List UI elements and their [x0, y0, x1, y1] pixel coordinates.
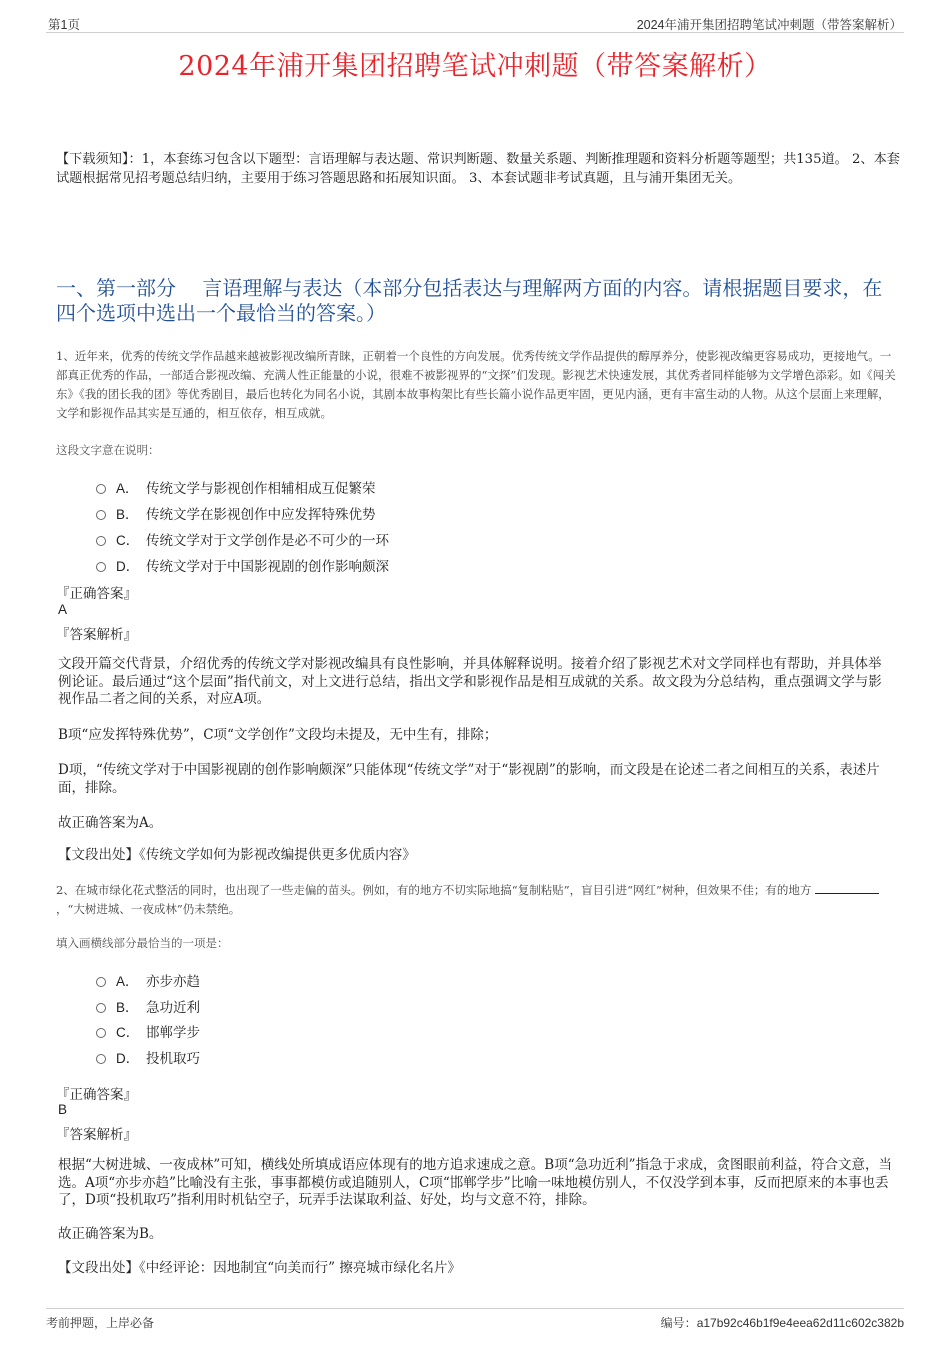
q2-source: 【文段出处】《中经评论：因地制宜“向美而行” 擦亮城市绿化名片》 [58, 1260, 461, 1276]
radio-icon[interactable] [96, 977, 106, 987]
q1-option-c[interactable] [96, 529, 389, 547]
q2-analysis-para-2: 故正确答案为B。 [58, 1226, 163, 1242]
footer-code-value: a17b92c46b1f9e4eea62d11c602c382b [696, 1316, 904, 1330]
radio-icon[interactable] [96, 1003, 106, 1013]
q1-analysis-label: 『答案解析』 [56, 627, 137, 643]
q1-option-d[interactable] [96, 555, 389, 573]
option-letter: B． [116, 1000, 139, 1015]
option-letter: C． [116, 533, 140, 548]
q2-option-d[interactable] [96, 1047, 200, 1065]
option-text: 传统文学对于文学创作是必不可少的一环 [146, 533, 389, 549]
q2-correct-label: 『正确答案』 [56, 1087, 137, 1103]
question-1-prompt: 这段文字意在说明： [56, 443, 160, 457]
question-2-text-before: 2、在城市绿化花式整活的同时，也出现了一些走偏的苗头。例如，有的地方不切实际地搞“复制粘贴”，盲目引进“网红”树种，但效果不佳；有的地方 [56, 883, 812, 897]
q1-option-b[interactable] [96, 503, 376, 521]
question-2-prompt: 填入画横线部分最恰当的一项是： [56, 936, 229, 950]
option-letter: A． [116, 481, 139, 496]
header-doc-title: 2024年浦开集团招聘笔试冲刺题（带答案解析） [636, 18, 902, 32]
option-text: 邯郸学步 [146, 1025, 200, 1041]
option-letter: C． [116, 1025, 140, 1040]
option-letter: B． [116, 507, 139, 522]
q1-answer: A [58, 602, 68, 617]
footer-slogan: 考前押题，上岸必备 [46, 1316, 155, 1330]
download-notice: 【下载须知】：1，本套练习包含以下题型：言语理解与表达题、常识判断题、数量关系题、判断推理题和资料分析题等题型；共135道。 2、本套试题根据常见招考题总结归纳，主要用于练习答题思路和拓展知识面。 3、本套试题非考试真题，且与浦开集团无关。 [56, 152, 900, 186]
option-text: 传统文学与影视创作相辅相成互促繁荣 [146, 481, 376, 497]
option-letter: A． [116, 974, 139, 989]
q1-analysis-para-2: B项“应发挥特殊优势”，C项“文学创作”文段均未提及，无中生有，排除； [58, 727, 498, 743]
option-text: 传统文学对于中国影视剧的创作影响颇深 [146, 559, 389, 575]
document-title: 2024年浦开集团招聘笔试冲刺题（带答案解析） [178, 51, 772, 82]
question-2-text-after: ，“大树进城、一夜成林”仍未禁绝。 [56, 902, 241, 916]
q2-answer: B [58, 1102, 68, 1117]
radio-icon[interactable] [96, 1054, 106, 1064]
radio-icon[interactable] [96, 1028, 106, 1038]
option-text: 急功近利 [146, 1000, 200, 1016]
q2-analysis-para-1: 根据“大树进城、一夜成林”可知，横线处所填成语应体现有的地方追求速成之意。B项“急功近利”指急于求成，贪图眼前利益，符合文意，当选。A项“亦步亦趋”比喻没有主张，事事都模仿或追随别人，C项“邯郸学步”比喻一味地模仿别人，不仅没学到本事，反而把原来的本事也丢了，D项“投机取巧”指利用时机钻空子，玩弄手法谋取利益、好处，均与文意不符，排除。 [58, 1157, 893, 1208]
q1-source: 【文段出处】《传统文学如何为影视改编提供更多优质内容》 [58, 847, 416, 863]
radio-icon[interactable] [96, 536, 106, 546]
radio-icon[interactable] [96, 484, 106, 494]
q1-analysis-para-1: 文段开篇交代背景，介绍优秀的传统文学对影视改编具有良性影响，并具体解释说明。接着介绍了影视艺术对文学同样也有帮助，并具体举例论证。最后通过“这个层面”指代前文，对上文进行总结，指出文学和影视作品是相互成就的关系。故文段为分总结构，重点强调文学与影视作品二者之间的关系，对应A项。 [58, 656, 882, 707]
option-letter: D． [116, 559, 140, 574]
q1-analysis-para-4: 故正确答案为A。 [58, 815, 163, 831]
option-letter: D． [116, 1051, 140, 1066]
q2-analysis-label: 『答案解析』 [56, 1127, 137, 1143]
option-text: 传统文学在影视创作中应发挥特殊优势 [146, 507, 376, 523]
q1-correct-label: 『正确答案』 [56, 586, 137, 602]
option-text: 投机取巧 [146, 1051, 200, 1067]
section-heading: 一、第一部分 言语理解与表达（本部分包括表达与理解两方面的内容。请根据题目要求，在四个选项中选出一个最恰当的答案。） [56, 276, 883, 325]
q2-option-c[interactable] [96, 1021, 200, 1039]
radio-icon[interactable] [96, 510, 106, 520]
q1-option-a[interactable] [96, 477, 376, 495]
radio-icon[interactable] [96, 562, 106, 572]
footer-code-label: 编号： [660, 1316, 697, 1330]
fill-blank [815, 882, 879, 894]
page-footer [46, 1308, 904, 1329]
option-text: 亦步亦趋 [146, 974, 200, 990]
question-1-text: 1、近年来，优秀的传统文学作品越来越被影视改编所青睐，正朝着一个良性的方向发展。优秀传统文学作品提供的醇厚养分，使影视改编更容易成功，更接地气。一部真正优秀的作品，一部适合影视改编、充满人性正能量的小说，很难不被影视界的“文探”们发现。影视艺术快速发展，其优秀者同样能够为文学增色添彩。如《闯关东》《我的团长我的团》等优秀剧目，最后也转化为同名小说，其剧本故事构架比有些长篇小说作品更牢固，更见内涵，更有丰富生动的人物。从这个层面上来理解，文学和影视作品其实是互通的，相互依存，相互成就。 [56, 349, 896, 420]
q2-option-a[interactable] [96, 970, 200, 988]
q1-analysis-para-3: D项，“传统文学对于中国影视剧的创作影响颇深”只能体现“传统文学”对于“影视剧”的影响，而文段是在论述二者之间相互的关系，表述片面，排除。 [58, 762, 880, 796]
page-number: 第1页 [48, 18, 80, 32]
q2-option-b[interactable] [96, 996, 200, 1014]
footer-code [661, 1314, 904, 1331]
question-2-text [56, 881, 898, 919]
page-header [46, 12, 904, 33]
